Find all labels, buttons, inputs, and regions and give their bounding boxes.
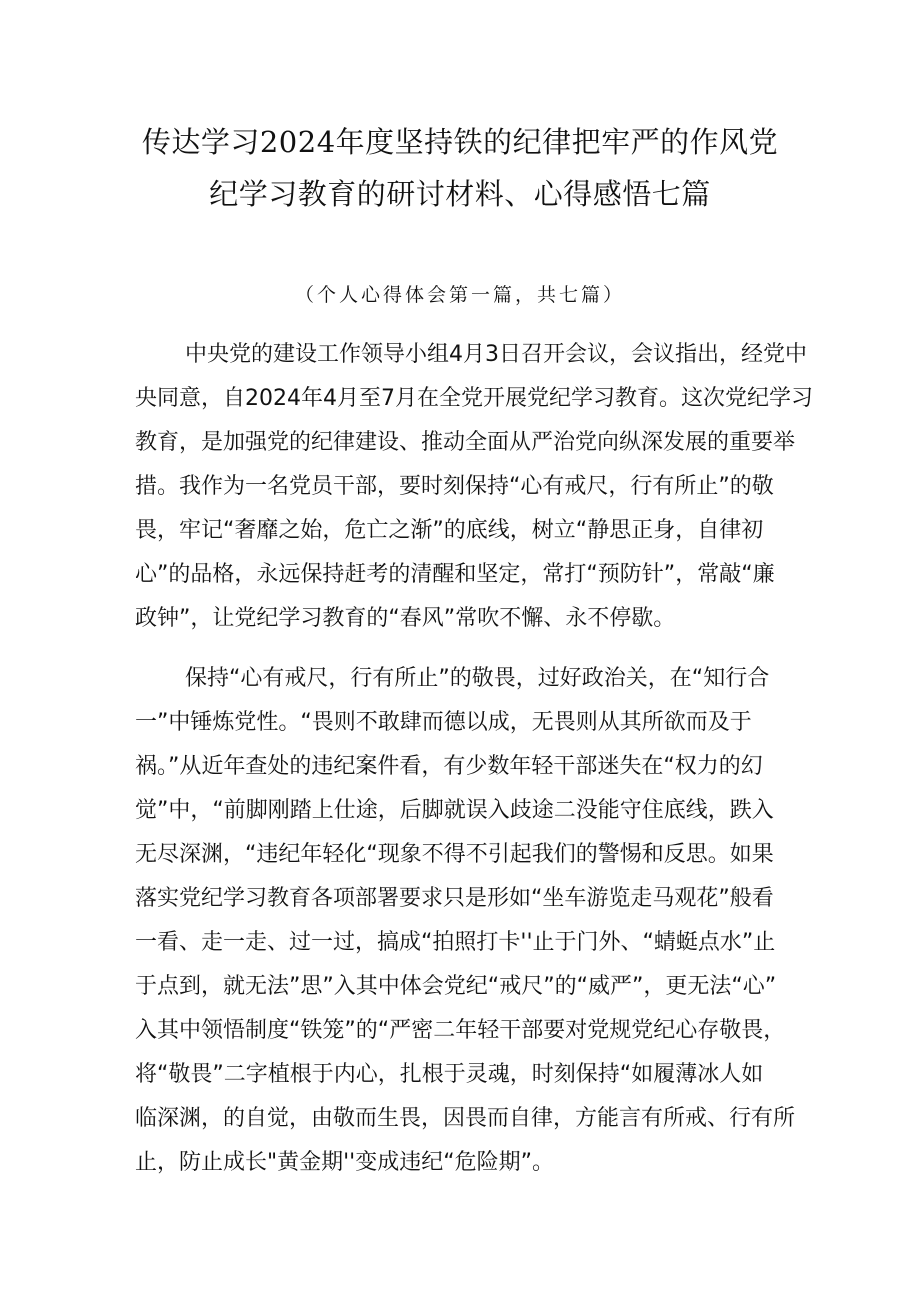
paragraph-2-line: 一”中锤炼党性。“畏则不敢肆而德以成，无畏则从其所欲而及于 xyxy=(135,710,752,735)
paragraph-2-line: 一看、走一走、过一过，搞成“拍照打卡''止于门外、“蜻蜓点水”止 xyxy=(135,930,776,955)
paragraph-1-line: 中央党的建设工作领导小组4月3日召开会议，会议指出，经党中 xyxy=(185,342,807,367)
paragraph-1-line: 央同意，自2024年4月至7月在全党开展党纪学习教育。这次党纪学习 xyxy=(135,386,813,411)
paragraph-2-line: 无尽深渊，“违纪年轻化“现象不得不引起我们的警惕和反思。如果 xyxy=(135,842,774,867)
document-subtitle: （个人心得体会第一篇，共七篇） xyxy=(294,284,625,306)
paragraph-1-line: 措。我作为一名党员干部，要时刻保持“心有戒尺，行有所止”的敬 xyxy=(135,474,774,499)
paragraph-2-line: 临深渊，的自觉，由敬而生畏，因畏而自律，方能言有所戒、行有所 xyxy=(135,1106,796,1131)
paragraph-1-line: 教育，是加强党的纪律建设、推动全面从严治党向纵深发展的重要举 xyxy=(135,430,796,455)
paragraph-2-line: 祸。”从近年查处的违纪案件看，有少数年轻干部迷失在“权力的幻 xyxy=(135,754,763,779)
paragraph-2-line: 于点到，就无法”思”入其中体会党纪“戒尺”的“威严”，更无法“心” xyxy=(135,974,777,999)
document-title-line-2: 纪学习教育的研讨材料、心得感悟七篇 xyxy=(209,177,711,211)
paragraph-2-line: 觉”中，“前脚刚踏上仕途，后脚就误入歧途二没能守住底线，跌入 xyxy=(135,798,774,823)
document-title-line-1: 传达学习2024年度坚持铁的纪律把牢严的作风党 xyxy=(141,125,779,159)
paragraph-1-line: 心”的品格，永远保持赶考的清醒和坚定，常打“预防针”，常敲“廉 xyxy=(135,562,775,587)
paragraph-1-line: 政钟”，让党纪学习教育的“春风”常吹不懈、永不停歇。 xyxy=(135,606,676,631)
paragraph-2-line: 入其中领悟制度“铁笼”的“严密二年轻干部要对党规党纪心存敬畏， xyxy=(135,1018,786,1043)
paragraph-1-line: 畏，牢记“奢靡之始，危亡之渐”的底线，树立“静思正身，自律初 xyxy=(135,518,764,543)
paragraph-2-line: 保持“心有戒尺，行有所止”的敬畏，过好政治关，在“知行合 xyxy=(185,666,770,691)
paragraph-2-line: 将“敬畏”二字植根于内心，扎根于灵魂，时刻保持“如履薄冰人如 xyxy=(135,1062,764,1087)
paragraph-2-line: 落实党纪学习教育各项部署要求只是形如“坐车游览走马观花”般看 xyxy=(135,886,774,911)
paragraph-2-line: 止，防止成长"黄金期''变成违纪“危险期”。 xyxy=(135,1150,555,1175)
